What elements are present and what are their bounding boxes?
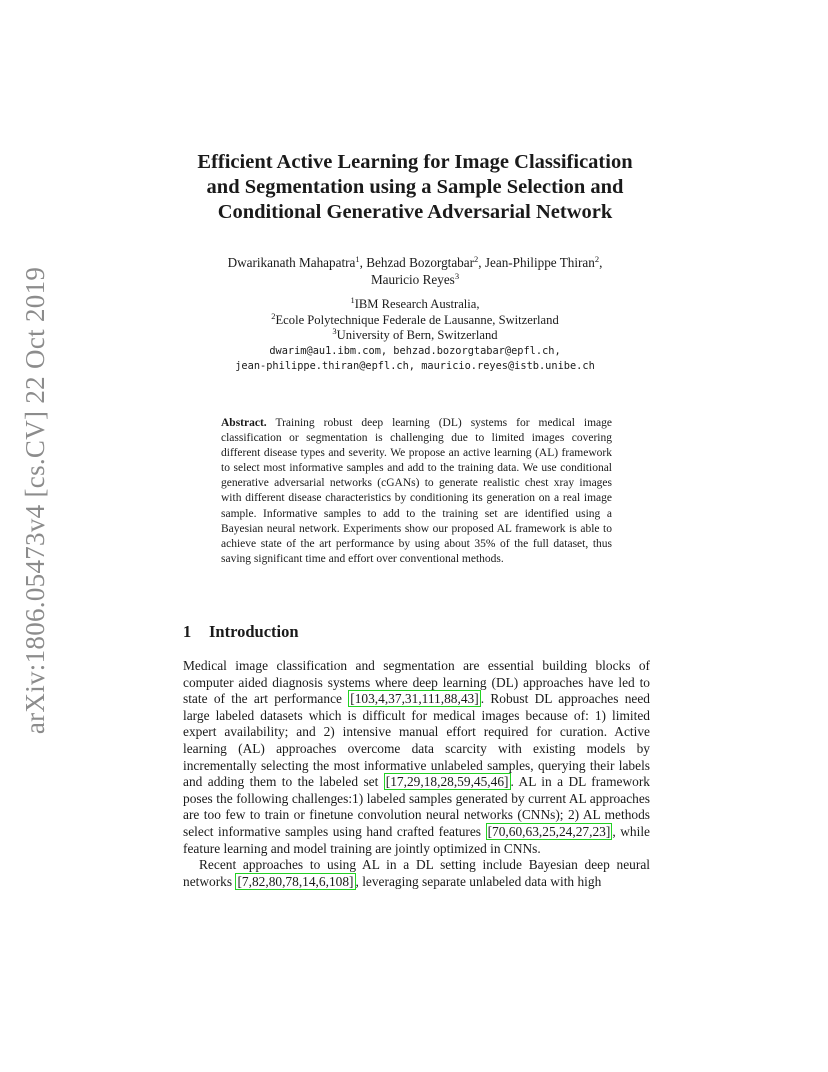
section-number: 1: [183, 622, 192, 641]
intro-body: [183, 658, 650, 890]
email-line-2[interactable]: jean-philippe.thiran@epfl.ch, mauricio.reyes@istb.unibe.ch: [235, 360, 595, 373]
affiliation-3: $^3$University of Bern, Switzerland: [332, 326, 498, 343]
author-1: Dwarikanath Mahapatra: [227, 255, 356, 270]
paragraph-1: Medical image classification and segmentation are essential building blocks of computer aided diagnosis systems where deep learning (DL) approaches have led to state of the art performance [103,4,37,31,111,88,43] . Robust DL approaches need large labeled datasets which is difficult for medical images because of: 1) limited expert availability; and 2) intensive manual effort required for curation. Active learning (AL) approaches overcome data scarcity with existing models by incrementally selecting the most informative unlabeled samples, querying their labels and adding them to the labeled set [17,29,18,28,59,45,46] . AL in a DL framework poses the following challenges:1) labeled samples generated by current AL approaches are too few to train or finetune convolution neural networks (CNNs); 2) AL methods select informative samples using hand crafted features [70,60,63,25,24,27,23] , while feature learning and model training are jointly optimized in CNNs.: [183, 658, 650, 856]
arxiv-stamp: [14, 266, 58, 734]
title-line-3: Conditional Generative Adversarial Network: [217, 201, 613, 223]
section-heading: [183, 622, 299, 642]
abstract-label: Abstract.: [221, 417, 267, 429]
paragraph-2: Recent approaches to using AL in a DL setting include Bayesian deep neural networks [7,82,80,78,14,6,108] , leveraging separate unlabeled data with high: [183, 857, 650, 889]
abstract: [221, 416, 612, 567]
arxiv-stamp-text: arXiv:1806.05473v4 [cs.CV] 22 Oct 2019: [20, 266, 51, 734]
title-line-2: and Segmentation using a Sample Selection and: [206, 176, 624, 198]
affiliations: [160, 297, 670, 375]
title-line-1: Efficient Active Learning for Image Classification: [197, 151, 633, 173]
section-title: Introduction: [209, 622, 299, 641]
author-3: Jean-Philippe Thiran: [484, 255, 595, 270]
citation-link[interactable]: [17,29,18,28,59,45,46]: [385, 774, 509, 790]
author-list: Dwarikanath Mahapatra$^1$, Behzad Bozorgtabar$^2$, Jean-Philippe Thiran$^2$, Mauricio Reyes$^3$: [227, 254, 603, 287]
paper-title: [150, 150, 680, 225]
affiliation-1: $^1$IBM Research Australia,: [350, 295, 480, 311]
author-4: Mauricio Reyes: [370, 272, 455, 287]
email-line-1[interactable]: dwarim@au1.ibm.com, behzad.bozorgtabar@epfl.ch,: [269, 344, 561, 357]
affiliation-2: $^2$Ecole Polytechnique Federale de Lausanne, Switzerland: [271, 310, 559, 327]
abstract-text: Training robust deep learning (DL) systems for medical image classification or segmentation is challenging due to limited images covering different disease types and severity. We propose an active learning (AL) framework to select most informative samples and add to the training data. We use conditional generative adversarial networks (cGANs) to generate realistic chest xray images with different disease characteristics by conditioning its generation on a real image sample. Informative samples to add to the training set are identified using a Bayesian neural network. Experiments show our proposed AL framework is able to achieve state of the art performance by using about 35% of the full dataset, thus saving significant time and effort over conventional methods.: [221, 417, 612, 565]
author-2: Behzad Bozorgtabar: [366, 255, 475, 270]
citation-link[interactable]: [7,82,80,78,14,6,108]: [237, 873, 354, 889]
citation-link[interactable]: [103,4,37,31,111,88,43]: [350, 691, 479, 707]
citation-link[interactable]: [70,60,63,25,24,27,23]: [487, 823, 611, 839]
